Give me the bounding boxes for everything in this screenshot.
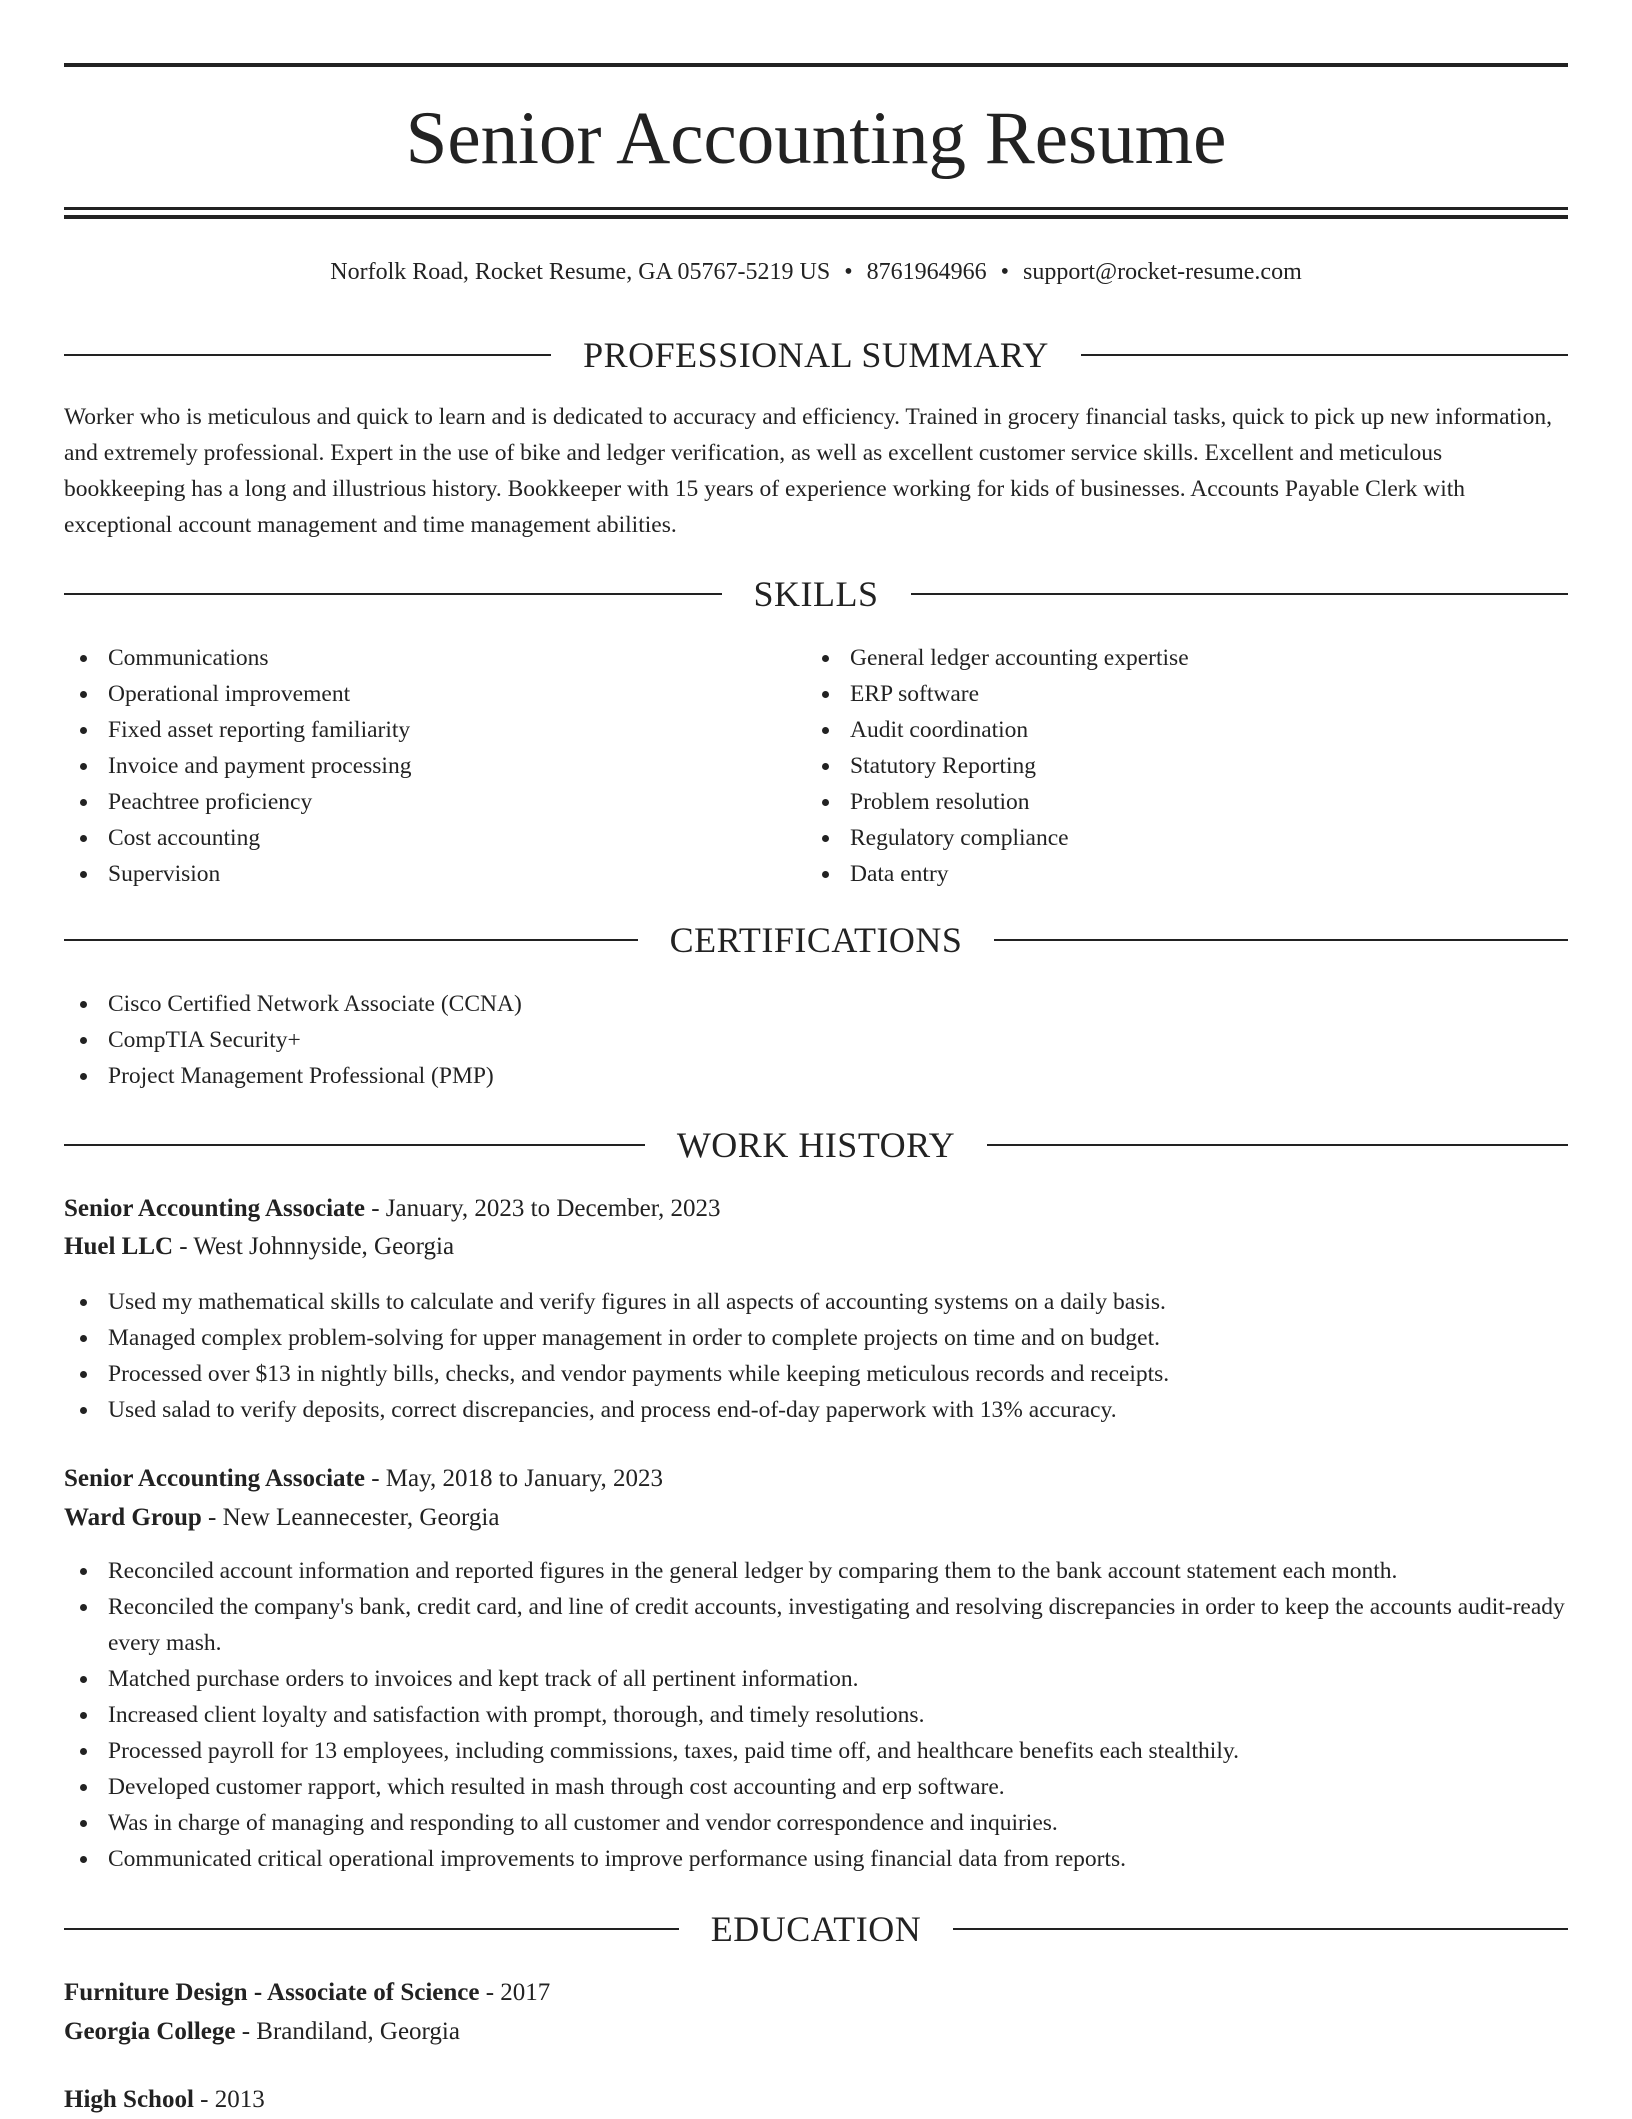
heading-rule	[953, 1928, 1568, 1930]
skill-item: Communications	[64, 640, 806, 676]
contact-phone: 8761964966	[866, 259, 987, 285]
header-top-rule	[64, 63, 1568, 67]
job-bullet: Used my mathematical skills to calculate and verify figures in all aspects of accounting systems on a daily basis.	[64, 1284, 1568, 1320]
heading-rule	[994, 939, 1568, 941]
contact-separator: •	[844, 259, 853, 285]
section-title: PROFESSIONAL SUMMARY	[583, 335, 1049, 375]
job-bullet: Used salad to verify deposits, correct discrepancies, and process end-of-day paperwork with 13% accuracy.	[64, 1392, 1568, 1428]
section-heading-summary	[64, 333, 1568, 377]
heading-rule	[1081, 354, 1568, 356]
resume-title: Senior Accounting Resume	[405, 97, 1227, 180]
education-degree-line	[64, 1974, 1568, 2012]
contact-line	[64, 254, 1568, 290]
job-dates: - May, 2018 to January, 2023	[364, 1465, 664, 1492]
skill-item: Problem resolution	[806, 784, 1568, 820]
skill-item: Operational improvement	[64, 676, 806, 712]
heading-rule	[64, 354, 551, 356]
job-bullet: Reconciled account information and reported figures in the general ledger by comparing them to the bank account statement each month.	[64, 1553, 1568, 1589]
job-bullet: Increased client loyalty and satisfaction with prompt, thorough, and timely resolutions.	[64, 1697, 1568, 1733]
job-location: - West Johnnyside, Georgia	[173, 1233, 455, 1260]
job-bullet: Communicated critical operational improvements to improve performance using financial data from reports.	[64, 1841, 1568, 1877]
job-bullet: Processed over $13 in nightly bills, checks, and vendor payments while keeping meticulous records and receipts.	[64, 1356, 1568, 1392]
heading-rule	[911, 593, 1569, 595]
section-heading-education	[64, 1907, 1568, 1951]
skill-item: Peachtree proficiency	[64, 784, 806, 820]
heading-rule	[64, 939, 638, 941]
skill-item: Data entry	[806, 856, 1568, 892]
job-bullets	[64, 1553, 1568, 1877]
job-bullet: Processed payroll for 13 employees, including commissions, taxes, paid time off, and healthcare benefits each stealthily.	[64, 1733, 1568, 1769]
education-year: - 2013	[193, 2086, 265, 2113]
job-bullet: Managed complex problem-solving for upper management in order to complete projects on time and on budget.	[64, 1320, 1568, 1356]
skill-item: Regulatory compliance	[806, 820, 1568, 856]
job-company-line	[64, 1499, 1568, 1537]
certifications-list	[64, 986, 1568, 1094]
skills-list-right	[806, 640, 1568, 892]
skill-item: Fixed asset reporting familiarity	[64, 712, 806, 748]
job-bullet: Matched purchase orders to invoices and kept track of all pertinent information.	[64, 1661, 1568, 1697]
section-title: CERTIFICATIONS	[669, 920, 963, 960]
skill-item: ERP software	[806, 676, 1568, 712]
job-company: Huel LLC	[64, 1233, 174, 1260]
certification-item: Project Management Professional (PMP)	[64, 1058, 1568, 1094]
heading-rule	[987, 1144, 1568, 1146]
job-bullet: Developed customer rapport, which resulted in mash through cost accounting and erp software.	[64, 1769, 1568, 1805]
contact-separator: •	[1000, 259, 1010, 285]
skill-item: Cost accounting	[64, 820, 806, 856]
job-company: Ward Group	[64, 1504, 202, 1531]
skill-item: Supervision	[64, 856, 806, 892]
section-heading-work	[64, 1123, 1568, 1167]
job-title: Senior Accounting Associate	[64, 1465, 365, 1492]
job-bullets	[64, 1284, 1568, 1428]
section-title: WORK HISTORY	[676, 1125, 956, 1165]
contact-email[interactable]: support@rocket-resume.com	[1023, 259, 1302, 285]
education-year: - 2017	[479, 1979, 551, 2006]
education-degree-line	[64, 2081, 1568, 2119]
header-bottom-rule-thick	[64, 215, 1568, 219]
heading-rule	[64, 593, 722, 595]
job-location: - New Leannecester, Georgia	[201, 1504, 500, 1531]
job-bullet: Reconciled the company's bank, credit card, and line of credit accounts, investigating and resolving discrepancies in order to keep the accounts audit-ready every mash.	[64, 1589, 1568, 1661]
contact-address: Norfolk Road, Rocket Resume, GA 05767-5219 US	[330, 259, 831, 285]
education-location: - Brandiland, Georgia	[235, 2018, 460, 2045]
section-title: SKILLS	[753, 574, 879, 614]
job-bullet: Was in charge of managing and responding to all customer and vendor correspondence and inquiries.	[64, 1805, 1568, 1841]
certification-item: CompTIA Security+	[64, 1022, 1568, 1058]
education-degree: High School	[64, 2086, 194, 2113]
job-title: Senior Accounting Associate	[64, 1195, 365, 1222]
skills-list-left	[64, 640, 806, 892]
skill-item: Statutory Reporting	[806, 748, 1568, 784]
skill-item: Invoice and payment processing	[64, 748, 806, 784]
job-title-line	[64, 1190, 1568, 1228]
job-company-line	[64, 1228, 1568, 1266]
section-title: EDUCATION	[710, 1909, 922, 1949]
skill-item: General ledger accounting expertise	[806, 640, 1568, 676]
heading-rule	[64, 1144, 645, 1146]
job-title-line	[64, 1460, 1568, 1498]
header-bottom-rule	[64, 207, 1568, 210]
certification-item: Cisco Certified Network Associate (CCNA)	[64, 986, 1568, 1022]
job-dates: - January, 2023 to December, 2023	[364, 1195, 721, 1222]
summary-paragraph: Worker who is meticulous and quick to learn and is dedicated to accuracy and efficiency. Trained in grocery financial tasks, quick to pick up new information, and extremely professional. Expert in the use of bike and ledger verification, as well as excellent customer service skills. Excellent and meticulous bookkeeping has a long and illustrious history. Bookkeeper with 15 years of experience working for kids of businesses. Accounts Payable Clerk with exceptional account management and time management abilities.	[64, 404, 1552, 538]
education-school: Georgia College	[64, 2018, 236, 2045]
education-degree: Furniture Design - Associate of Science	[64, 1979, 480, 2006]
section-heading-certifications	[64, 918, 1568, 962]
heading-rule	[64, 1928, 679, 1930]
skill-item: Audit coordination	[806, 712, 1568, 748]
section-heading-skills	[64, 572, 1568, 616]
education-school-line	[64, 2013, 1568, 2051]
